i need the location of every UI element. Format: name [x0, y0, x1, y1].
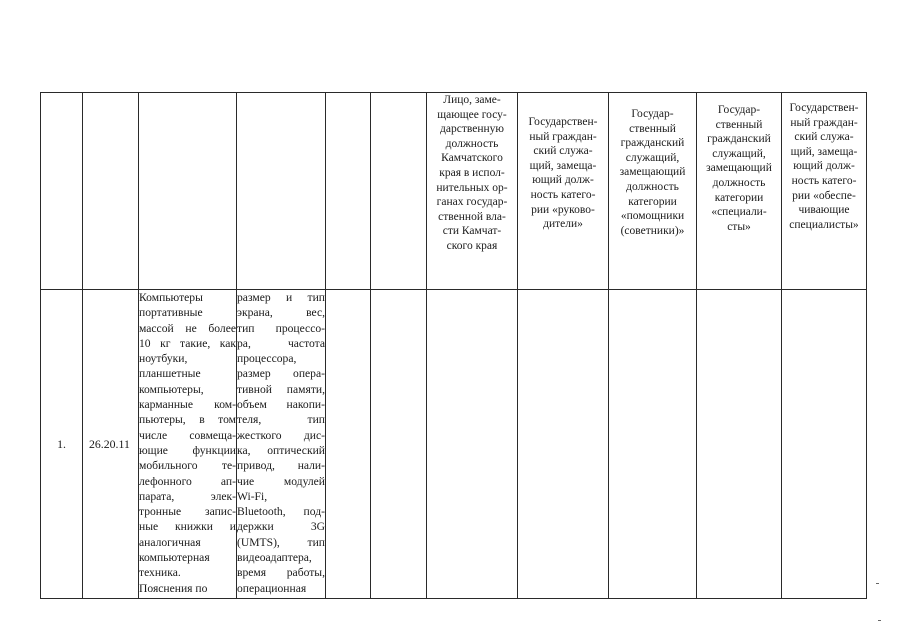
text-line: привод, нали-: [237, 459, 325, 473]
row-empty-cell: [782, 290, 867, 599]
scan-mark: [878, 620, 881, 621]
text-line: Камчатского: [441, 152, 503, 165]
text-line: чие модулей: [237, 474, 325, 488]
text-line: лефонного ап-: [139, 474, 236, 488]
text-line: сти Камчат-: [442, 225, 502, 238]
row-okpd-code: 26.20.11: [83, 290, 139, 599]
text-line: специалисты»: [789, 218, 859, 231]
text-line: рии «обеспе-: [792, 189, 856, 202]
text-line: Государствен-: [789, 102, 859, 114]
text-line: категории: [628, 195, 677, 208]
text-line: «помощники: [620, 210, 685, 223]
text-line: ноутбуки,: [139, 352, 188, 366]
text-line: ский служа-: [794, 131, 854, 144]
text-line: щий, замеща-: [790, 145, 858, 158]
text-line: ющий долж-: [532, 174, 594, 187]
text-line: замещающий: [619, 166, 686, 179]
text-line: 10 кг такие, как: [139, 336, 236, 350]
text-line: категории: [714, 191, 764, 204]
text-line: ский служа-: [533, 145, 593, 158]
text-line: Государ-: [717, 104, 761, 116]
text-line: дители»: [543, 218, 583, 231]
text-line: Государ-: [631, 108, 674, 120]
header-cell-unit-code: [326, 93, 371, 290]
text-line: сты»: [727, 220, 751, 233]
text-line: Компьютеры: [139, 291, 203, 304]
header-cell-unit-name: [371, 93, 427, 290]
text-line: рии «руково-: [531, 203, 595, 216]
header-cell-support: [782, 93, 867, 290]
row-empty-cell: [697, 290, 782, 599]
text-line: ского края: [446, 239, 498, 252]
text-line: дарственную: [440, 123, 504, 136]
text-line: ющие функции: [139, 443, 236, 457]
header-cell-name: [139, 93, 237, 290]
header-cell-heads: [518, 93, 609, 290]
text-line: ные книжки и: [139, 520, 236, 534]
text-line: ность катего-: [791, 174, 857, 187]
text-line: должность: [626, 180, 679, 193]
table-row: [41, 290, 867, 599]
text-line: ственный: [629, 122, 676, 135]
row-empty-cell: [609, 290, 697, 599]
text-line: операционная: [237, 581, 307, 595]
text-line: время работы,: [237, 566, 325, 580]
text-line: тивной памяти,: [237, 382, 325, 396]
text-line: ющий долж-: [793, 160, 855, 173]
text-line: ственный: [715, 118, 763, 131]
text-line: должность: [712, 176, 766, 189]
text-line: ственной вла-: [438, 210, 506, 223]
row-empty-cell: [427, 290, 518, 599]
text-line: жесткого дис-: [237, 428, 325, 442]
text-line: экрана, вес,: [237, 306, 325, 320]
text-line: (советники)»: [620, 224, 685, 237]
text-line: ка, оптический: [237, 443, 325, 457]
text-line: (UMTS), тип: [237, 535, 325, 549]
text-line: держки 3G: [237, 520, 325, 534]
text-line: тип процессо-: [237, 321, 325, 335]
header-cell-specialists: [697, 93, 782, 290]
text-line: замещающий: [706, 162, 772, 175]
text-line: объем накопи-: [237, 398, 325, 412]
text-line: Wi-Fi,: [237, 489, 268, 503]
text-line: числе совмеща-: [139, 428, 236, 442]
text-line: края в испол-: [439, 166, 505, 179]
row-empty-cell: [518, 290, 609, 599]
scan-mark: [876, 583, 879, 584]
header-cell-person: [427, 93, 518, 290]
text-line: карманные ком-: [139, 398, 236, 412]
text-line: ный граждан-: [529, 130, 597, 143]
row-characteristics: [237, 290, 326, 599]
text-line: нительных ор-: [436, 181, 508, 194]
text-line: процессора,: [237, 352, 297, 366]
text-line: видеоадаптера,: [237, 551, 312, 565]
header-cell-assistants: [609, 93, 697, 290]
text-line: щающее госу-: [437, 108, 507, 121]
text-line: щий, замеща-: [529, 159, 597, 172]
text-line: ганах государ-: [436, 196, 508, 209]
text-line: размер и тип: [237, 291, 325, 304]
header-cell-characteristics: [237, 93, 326, 290]
text-line: тронные запис-: [139, 505, 236, 519]
text-line: чивающие: [798, 204, 850, 217]
requirements-table: [40, 92, 867, 599]
text-line: гражданский: [620, 137, 685, 150]
text-line: Пояснения по: [139, 581, 208, 595]
text-line: ра, частота: [237, 336, 325, 350]
text-line: аналогичная: [139, 535, 201, 549]
table-header-row: [41, 93, 867, 290]
text-line: «специали-: [711, 206, 767, 219]
text-line: техника.: [139, 566, 181, 580]
text-line: Государствен-: [528, 116, 598, 128]
text-line: служащий,: [712, 147, 766, 160]
text-line: ность катего-: [530, 188, 596, 201]
header-cell-number: [41, 93, 83, 290]
row-number: 1.: [41, 290, 83, 599]
row-empty-cell: [371, 290, 427, 599]
text-line: служащий,: [625, 151, 680, 164]
text-line: Bluetooth, под-: [237, 505, 325, 519]
row-description: [139, 290, 237, 599]
text-line: компьютеры,: [139, 382, 204, 396]
text-line: должность: [445, 137, 499, 150]
text-line: теля, тип: [237, 413, 325, 427]
text-line: гражданский: [707, 133, 771, 146]
text-line: компьютерная: [139, 551, 210, 565]
text-line: планшетные: [139, 367, 201, 381]
text-line: ный граждан-: [790, 116, 858, 129]
text-line: массой не более: [139, 321, 236, 335]
text-line: размер опера-: [237, 367, 325, 381]
text-line: мобильного те-: [139, 459, 236, 473]
text-line: парата, элек-: [139, 489, 236, 503]
header-cell-code: [83, 93, 139, 290]
text-line: портативные: [139, 306, 203, 320]
text-line: Лицо, заме-: [443, 94, 501, 106]
row-empty-cell: [326, 290, 371, 599]
text-line: пьютеры, в том: [139, 413, 236, 427]
